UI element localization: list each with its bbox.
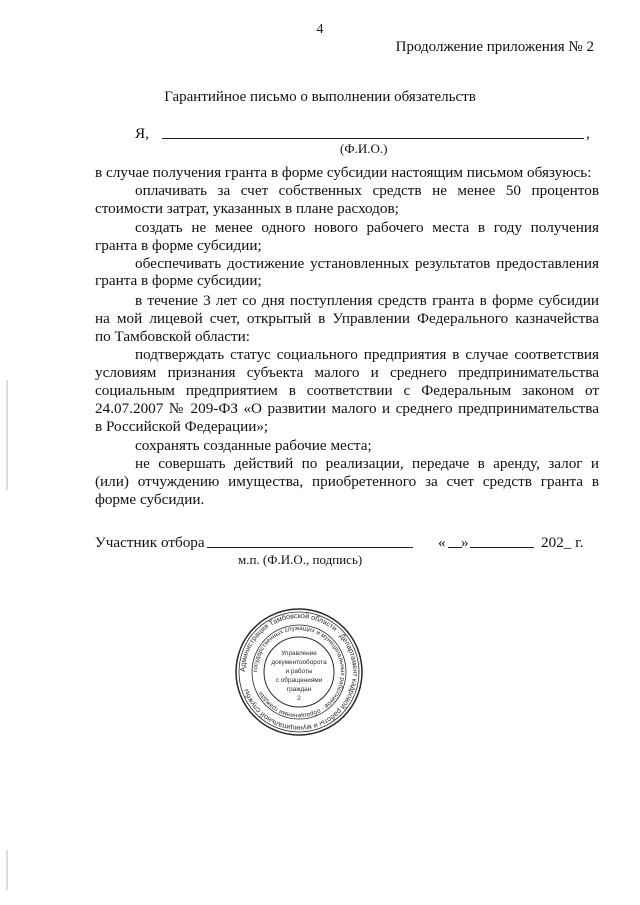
- name-caption: (Ф.И.О.): [340, 141, 388, 156]
- page-number: 4: [316, 22, 324, 37]
- item6-line1: сохранять созданные рабочие места;: [135, 437, 372, 454]
- scan-margin-artifact-lower: [6, 850, 8, 890]
- stamp-center-line1: Управление: [281, 650, 317, 657]
- item4-line2: на мой лицевой счет, открытый в Управлении Федерального казначейства: [95, 310, 599, 327]
- item5-line2: условиям признания субъекта малого и среднего предпринимательства: [95, 364, 599, 381]
- stamp-center-line5: граждан: [286, 686, 312, 693]
- scan-margin-artifact: [6, 380, 8, 490]
- stamp-center-line2: документооборота: [271, 659, 327, 666]
- item3-line1: обеспечивать достижение установленных результатов предоставления: [135, 255, 599, 272]
- item4-line1: в течение 3 лет со дня поступления средств гранта в форме субсидии: [135, 292, 599, 309]
- item5-line1: подтверждать статус социального предприятия в случае соответствия: [135, 346, 599, 363]
- item2-line2: гранта в форме субсидии;: [95, 237, 262, 254]
- item5-line4: 24.07.2007 № 209-ФЗ «О развитии малого и среднего предпринимательства: [95, 400, 599, 417]
- annex-label: Продолжение приложения № 2: [395, 39, 594, 55]
- date-day-line: [448, 547, 462, 548]
- name-suffix: ,: [586, 125, 590, 142]
- item5-line3: социальным предприятием в соответствии с Федеральным законом от: [95, 382, 599, 399]
- date-month-line: [470, 547, 534, 548]
- item5-line5: в Российской Федерации»;: [95, 418, 269, 435]
- item7-line3: форме субсидии.: [95, 491, 205, 508]
- item4-line3: по Тамбовской области:: [95, 328, 251, 345]
- item3-line2: гранта в форме субсидии;: [95, 272, 262, 289]
- item2-line1: создать не менее одного нового рабочего места в году получения: [135, 219, 599, 236]
- signature-line: [207, 547, 413, 548]
- document-title: Гарантийное письмо о выполнении обязательств: [164, 89, 476, 105]
- stamp-center-line3: и работы: [285, 668, 313, 675]
- item7-line1: не совершать действий по реализации, передаче в аренду, залог и: [135, 455, 599, 472]
- stamp-inner-text: государственных служащих и муниципальных работников · обращениями граждан: [251, 624, 347, 720]
- stamp-outer-text: Администрация Тамбовской области · Департамент кадровой работы и муниципальной службы: [237, 610, 361, 734]
- stamp-center-line4: с обращениями: [275, 677, 323, 684]
- item1-line1: оплачивать за счет собственных средств не менее 50 процентов: [135, 182, 599, 199]
- official-stamp: [234, 607, 364, 737]
- date-open-quote: «: [438, 534, 446, 551]
- item7-line2: (или) отчуждению имущества, приобретенного за счет средств гранта в: [95, 473, 599, 490]
- date-year: 202_ г.: [541, 534, 584, 551]
- name-prefix: Я,: [135, 125, 149, 142]
- date-close-quote: »: [461, 534, 469, 551]
- item1-line2: стоимости затрат, указанных в плане расходов;: [95, 200, 399, 217]
- body-intro: в случае получения гранта в форме субсидии настоящим письмом обязуюсь:: [95, 164, 592, 181]
- stamp-graphic: [234, 607, 364, 737]
- name-field-line: [162, 138, 584, 139]
- signature-caption: м.п. (Ф.И.О., подпись): [238, 552, 363, 567]
- stamp-center-line6: 2: [297, 695, 301, 702]
- signature-label: Участник отбора: [95, 534, 205, 551]
